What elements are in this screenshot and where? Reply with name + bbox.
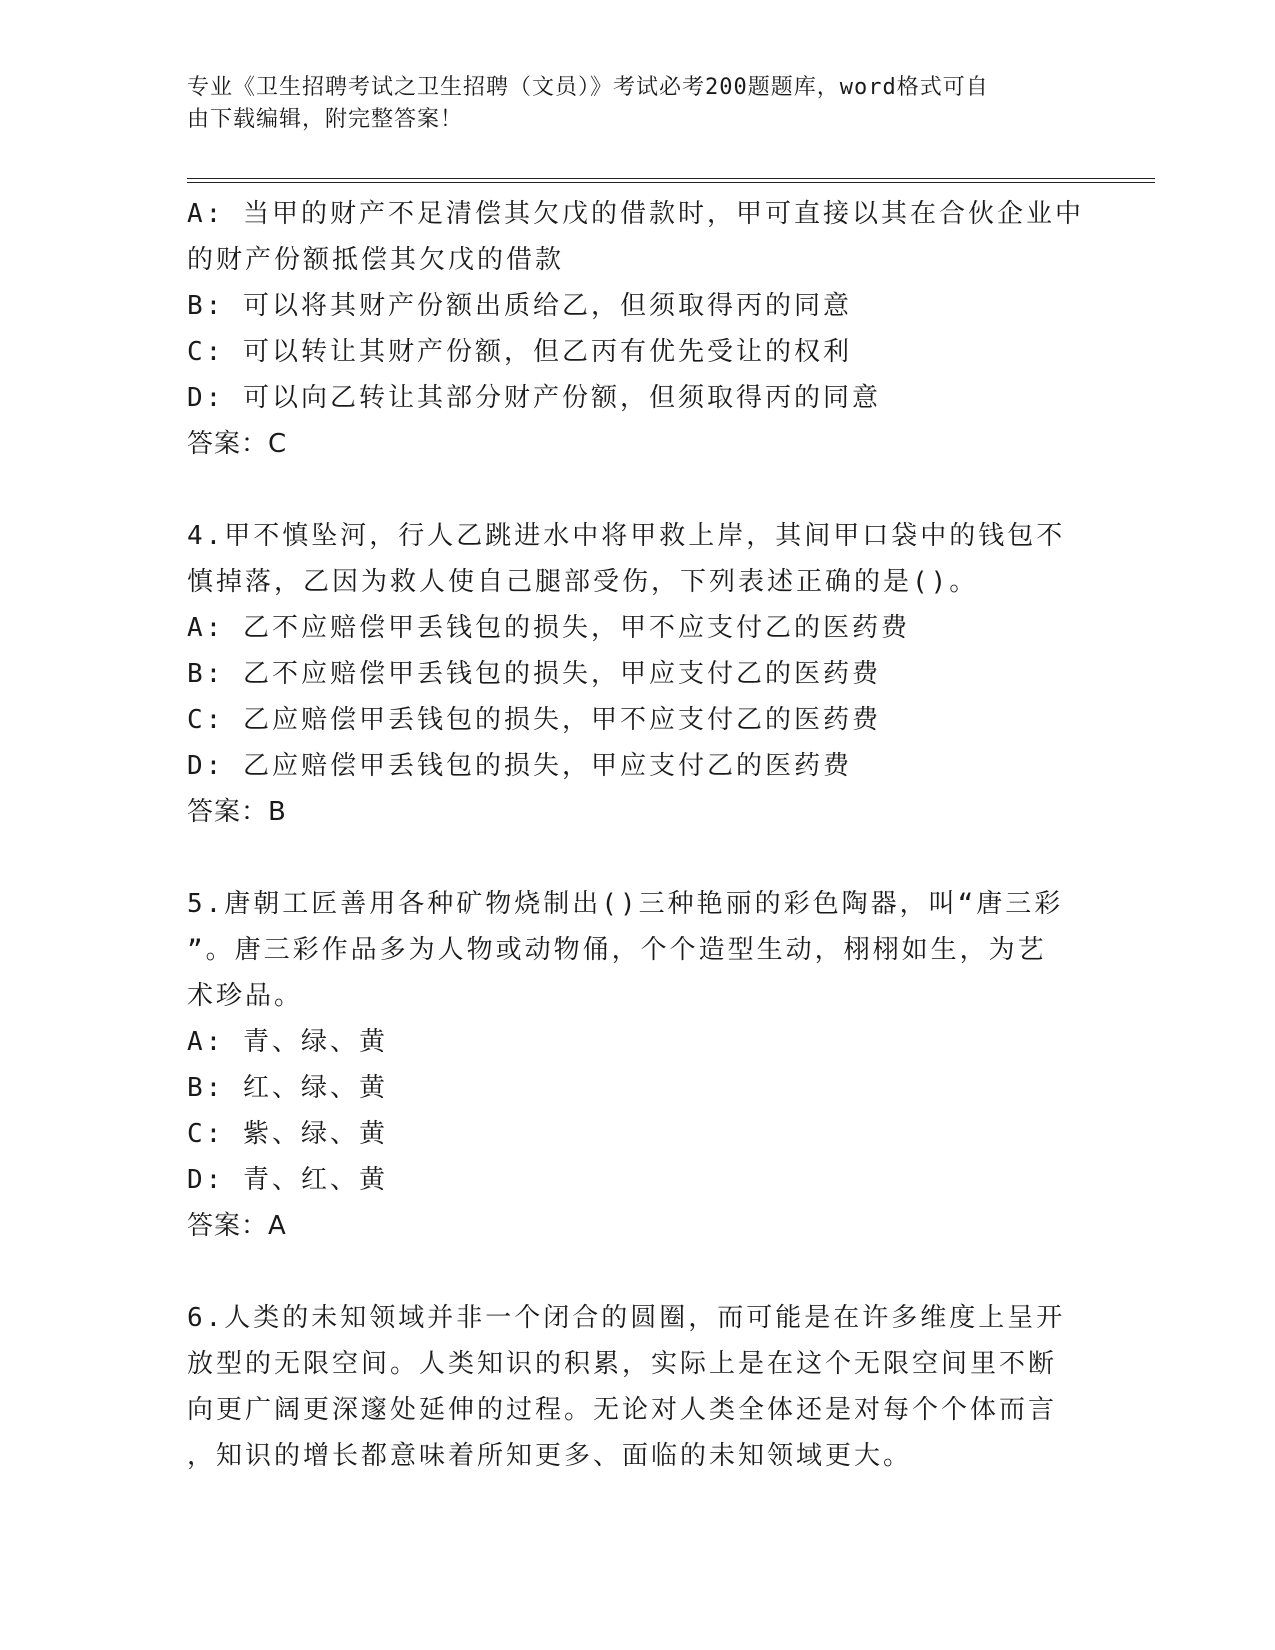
document-header xyxy=(187,72,1067,136)
q5-option-c: C: 紫、绿、黄 xyxy=(187,1119,388,1149)
header-divider-top xyxy=(187,178,1155,179)
spacer xyxy=(187,835,1087,881)
q3-option-a-line-1: A: 当甲的财产不足清偿其欠戊的借款时，甲可直接以其在合伙企业中 xyxy=(187,199,1084,229)
spacer xyxy=(187,467,1087,513)
question-4 xyxy=(187,513,1087,835)
question-5 xyxy=(187,881,1087,1249)
q4-option-c: C: 乙应赔偿甲丢钱包的损失，甲不应支付乙的医药费 xyxy=(187,705,881,735)
q6-stem-line-1: 6.人类的未知领域并非一个闭合的圆圈，而可能是在许多维度上呈开 xyxy=(187,1303,1066,1333)
q3-option-a-line-2: 的财产份额抵偿其欠戊的借款 xyxy=(187,245,565,275)
q6-stem-line-4: ，知识的增长都意味着所知更多、面临的未知领域更大。 xyxy=(187,1441,913,1471)
q5-option-b: B: 红、绿、黄 xyxy=(187,1073,388,1103)
question-3 xyxy=(187,191,1087,467)
q5-answer: 答案：A xyxy=(187,1211,287,1241)
question-6 xyxy=(187,1295,1087,1479)
header-line-2: 由下载编辑，附完整答案！ xyxy=(187,107,464,132)
q4-option-d: D: 乙应赔偿甲丢钱包的损失，甲应支付乙的医药费 xyxy=(187,751,852,781)
q4-answer: 答案：B xyxy=(187,797,287,827)
q5-stem-line-2: ”。唐三彩作品多为人物或动物俑，个个造型生动，栩栩如生，为艺 xyxy=(187,935,1047,965)
header-divider-bottom xyxy=(187,182,1155,183)
q3-option-c: C: 可以转让其财产份额，但乙丙有优先受让的权利 xyxy=(187,337,852,367)
q4-option-b: B: 乙不应赔偿甲丢钱包的损失，甲应支付乙的医药费 xyxy=(187,659,881,689)
q5-option-a: A: 青、绿、黄 xyxy=(187,1027,388,1057)
q6-stem-line-2: 放型的无限空间。人类知识的积累，实际上是在这个无限空间里不断 xyxy=(187,1349,1058,1379)
q6-stem-line-3: 向更广阔更深邃处延伸的过程。无论对人类全体还是对每个个体而言 xyxy=(187,1395,1058,1425)
q5-stem-line-1: 5.唐朝工匠善用各种矿物烧制出()三种艳丽的彩色陶器，叫“唐三彩 xyxy=(187,889,1064,919)
q4-stem-line-1: 4.甲不慎坠河，行人乙跳进水中将甲救上岸，其间甲口袋中的钱包不 xyxy=(187,521,1066,551)
q3-option-d: D: 可以向乙转让其部分财产份额，但须取得丙的同意 xyxy=(187,383,881,413)
q3-answer: 答案：C xyxy=(187,429,288,459)
q5-option-d: D: 青、红、黄 xyxy=(187,1165,388,1195)
q4-stem-line-2: 慎掉落，乙因为救人使自己腿部受伤，下列表述正确的是()。 xyxy=(187,567,979,597)
q5-stem-line-3: 术珍品。 xyxy=(187,981,304,1011)
spacer xyxy=(187,1249,1087,1295)
q3-option-b: B: 可以将其财产份额出质给乙，但须取得丙的同意 xyxy=(187,291,852,321)
document-body xyxy=(187,191,1087,1479)
header-line-1: 专业《卫生招聘考试之卫生招聘（文员）》考试必考200题题库，word格式可自 xyxy=(187,75,989,100)
q4-option-a: A: 乙不应赔偿甲丢钱包的损失，甲不应支付乙的医药费 xyxy=(187,613,910,643)
